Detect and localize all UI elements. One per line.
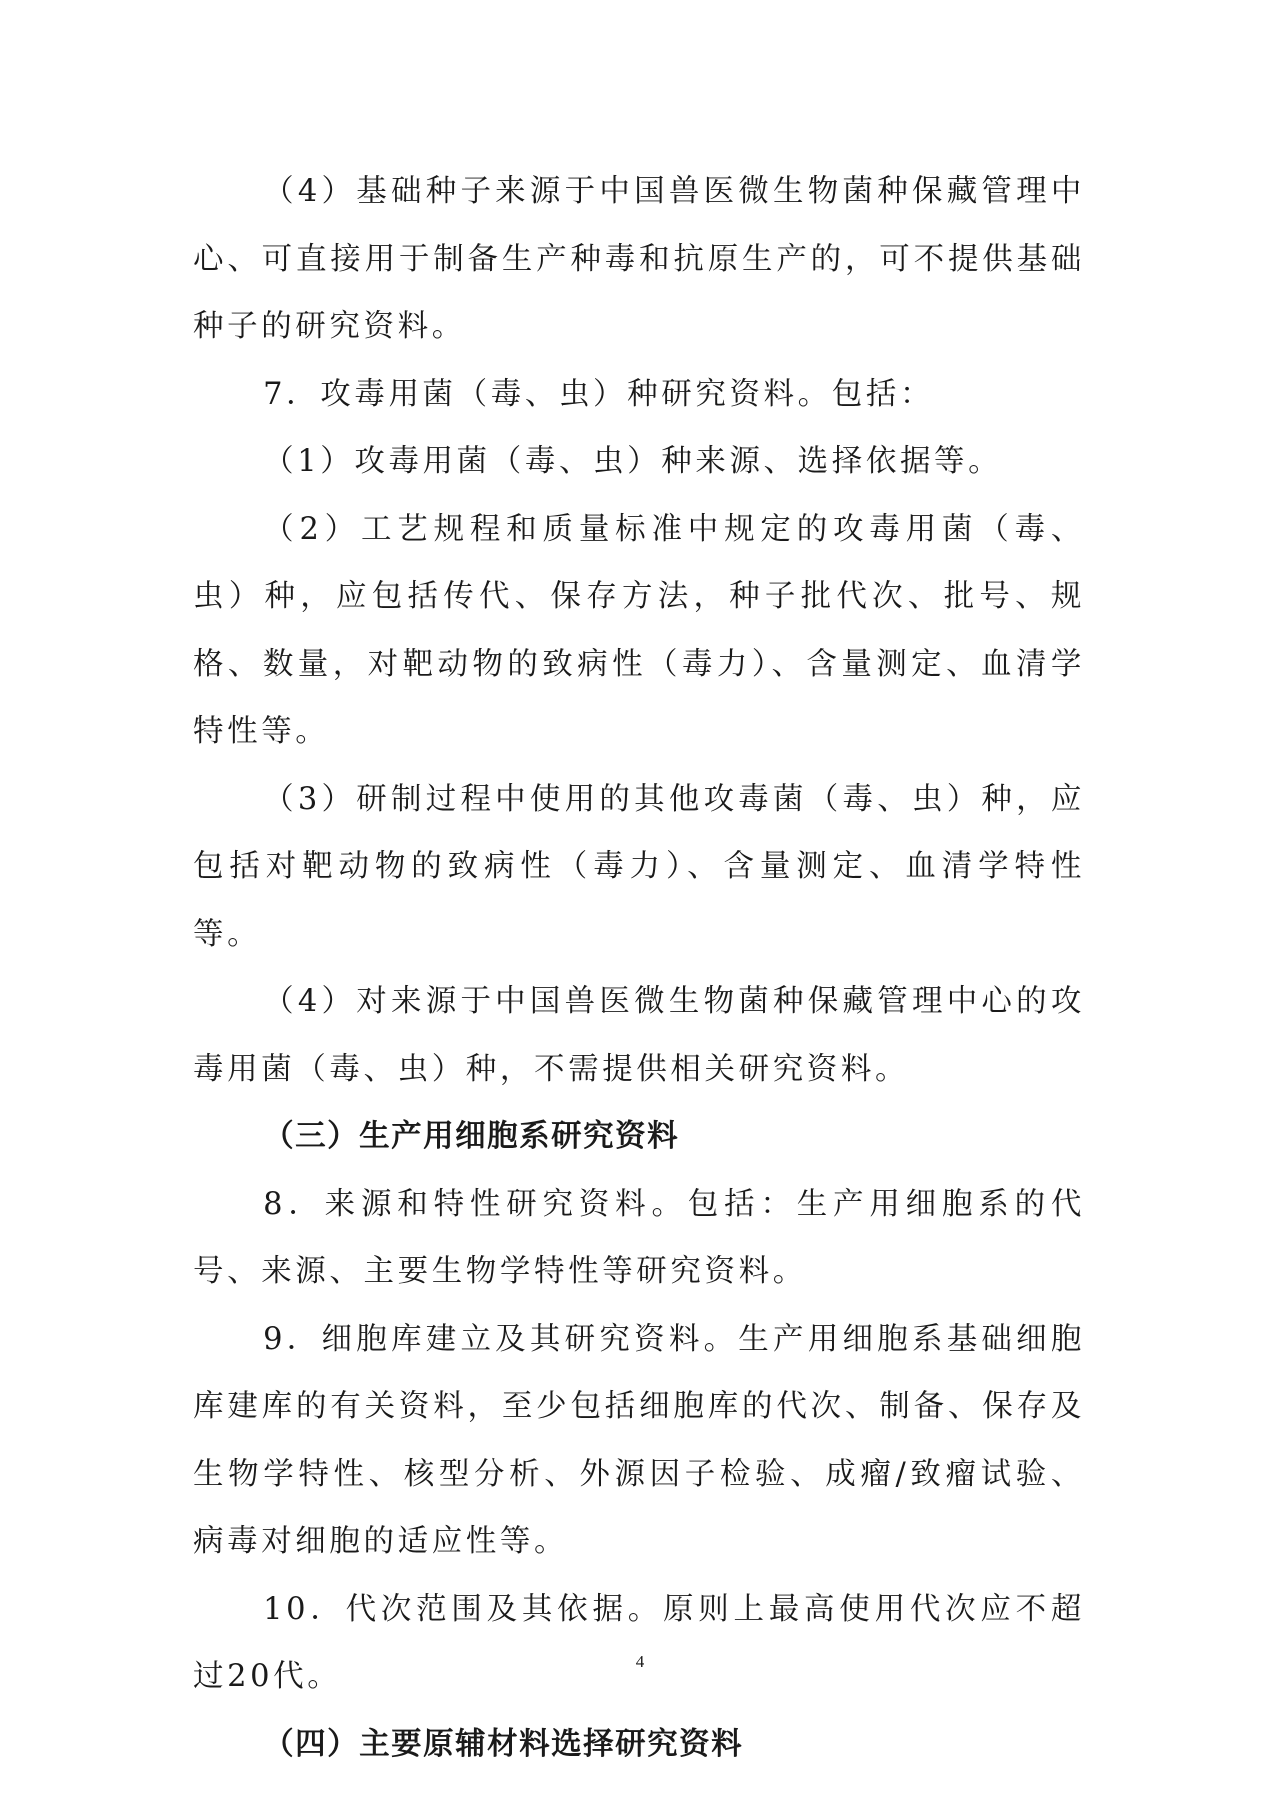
section-heading-4: （四）主要原辅材料选择研究资料 — [263, 1726, 744, 1762]
section-heading-3: （三）生产用细胞系研究资料 — [263, 1119, 680, 1154]
paragraph-item-7-2: （2）工艺规程和质量标准中规定的攻毒用菌（毒、虫）种，应包括传代、保存方法，种子批代次、批号、规格、数量，对靶动物的致病性（毒力）、含量测定、血清学特性等。 — [193, 511, 1085, 749]
paragraph-item-10: 10．代次范围及其依据。原则上最高使用代次应不超过20代。 — [193, 1591, 1085, 1694]
paragraph-item-7: 7．攻毒用菌（毒、虫）种研究资料。包括： — [263, 376, 935, 412]
paragraph-item-8: 8．来源和特性研究资料。包括：生产用细胞系的代号、来源、主要生物学特性等研究资料。 — [193, 1186, 1085, 1289]
paragraph-item-7-4: （4）对来源于中国兽医微生物菌种保藏管理中心的攻毒用菌（毒、虫）种，不需提供相关研究资料。 — [193, 984, 1085, 1087]
paragraph-item-7-1: （1）攻毒用菌（毒、虫）种来源、选择依据等。 — [263, 444, 1003, 479]
paragraph-item-7-3: （3）研制过程中使用的其他攻毒菌（毒、虫）种，应包括对靶动物的致病性（毒力）、含量测定、血清学特性等。 — [193, 781, 1085, 952]
paragraph-item-9: 9．细胞库建立及其研究资料。生产用细胞系基础细胞库建库的有关资料，至少包括细胞库的代次、制备、保存及生物学特性、核型分析、外源因子检验、成瘤/致瘤试验、病毒对细胞的适应性等。 — [193, 1321, 1085, 1559]
paragraph-seed-source-4: （4）基础种子来源于中国兽医微生物菌种保藏管理中心、可直接用于制备生产种毒和抗原生产的，可不提供基础种子的研究资料。 — [193, 174, 1085, 344]
document-page — [193, 158, 1085, 1778]
page-number: 4 — [635, 1652, 645, 1671]
